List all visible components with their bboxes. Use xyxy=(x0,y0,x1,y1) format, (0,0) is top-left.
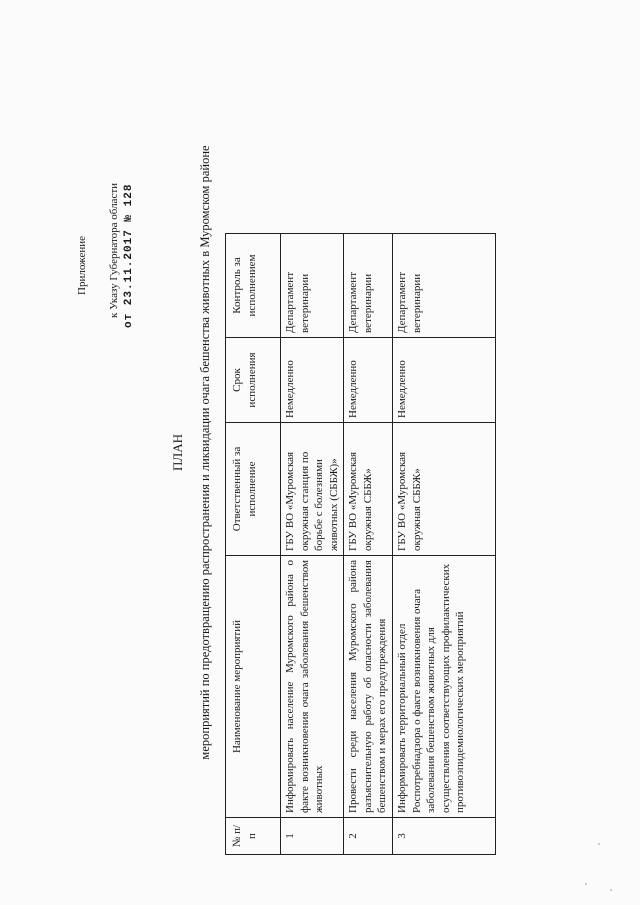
scan-speck xyxy=(585,883,587,885)
header-responsible: Ответственный за исполнение xyxy=(226,423,281,556)
row-responsible: ГБУ ВО «Муромская окружная СББЖ» xyxy=(344,423,393,556)
row-deadline: Немедленно xyxy=(344,338,393,423)
plan-subtitle: мероприятий по предотвращению распространения и ликвидации очага бешенства животных в Муромском районе xyxy=(198,145,212,760)
table-row xyxy=(344,234,393,855)
appendix-label: Приложение xyxy=(76,235,88,295)
row-event: Информировать население Муромского района о факте возникновения очага заболевания бешенством животных xyxy=(281,556,344,818)
row-control: Департамент ветеринарии xyxy=(393,234,496,338)
row-responsible: ГБУ ВО «Муромская окружная СББЖ» xyxy=(393,423,496,556)
row-number: 1 xyxy=(281,818,344,855)
plan-title: ПЛАН xyxy=(170,434,185,471)
row-number: 3 xyxy=(393,818,496,855)
table-header-row xyxy=(226,234,281,855)
header-deadline: Срок исполнения xyxy=(226,338,281,423)
row-deadline: Немедленно xyxy=(281,338,344,423)
header-control: Контроль за исполнением xyxy=(226,234,281,338)
table-row xyxy=(281,234,344,855)
table-row xyxy=(393,234,496,855)
row-number: 2 xyxy=(344,818,393,855)
plan-table xyxy=(225,233,496,855)
row-deadline: Немедленно xyxy=(393,338,496,423)
row-event: Информировать территориальный отдел Роспотребнадзора о факте возникновения очага заболевания бешенством животных для осуществления соответствующих профилактических противоэпидемиологических мероприятий xyxy=(393,556,496,818)
decree-date-stamp: от 23.11.2017 № 128 xyxy=(123,183,135,328)
scan-speck xyxy=(610,889,612,891)
row-control: Департамент ветеринарии xyxy=(281,234,344,338)
row-event: Провести среди населения Муромского района разъяснительную работу об опасности заболевания бешенством и мерах его предупреждения xyxy=(344,556,393,818)
row-control: Департамент ветеринарии xyxy=(344,234,393,338)
row-responsible: ГБУ ВО «Муромская окружная станция по борьбе с болезнями животных (СББЖ)» xyxy=(281,423,344,556)
header-event: Наименование мероприятий xyxy=(226,556,281,818)
header-num: № п/п xyxy=(226,818,281,855)
scan-speck xyxy=(598,843,600,845)
decree-reference: к Указу Губернатора области xyxy=(108,182,120,318)
